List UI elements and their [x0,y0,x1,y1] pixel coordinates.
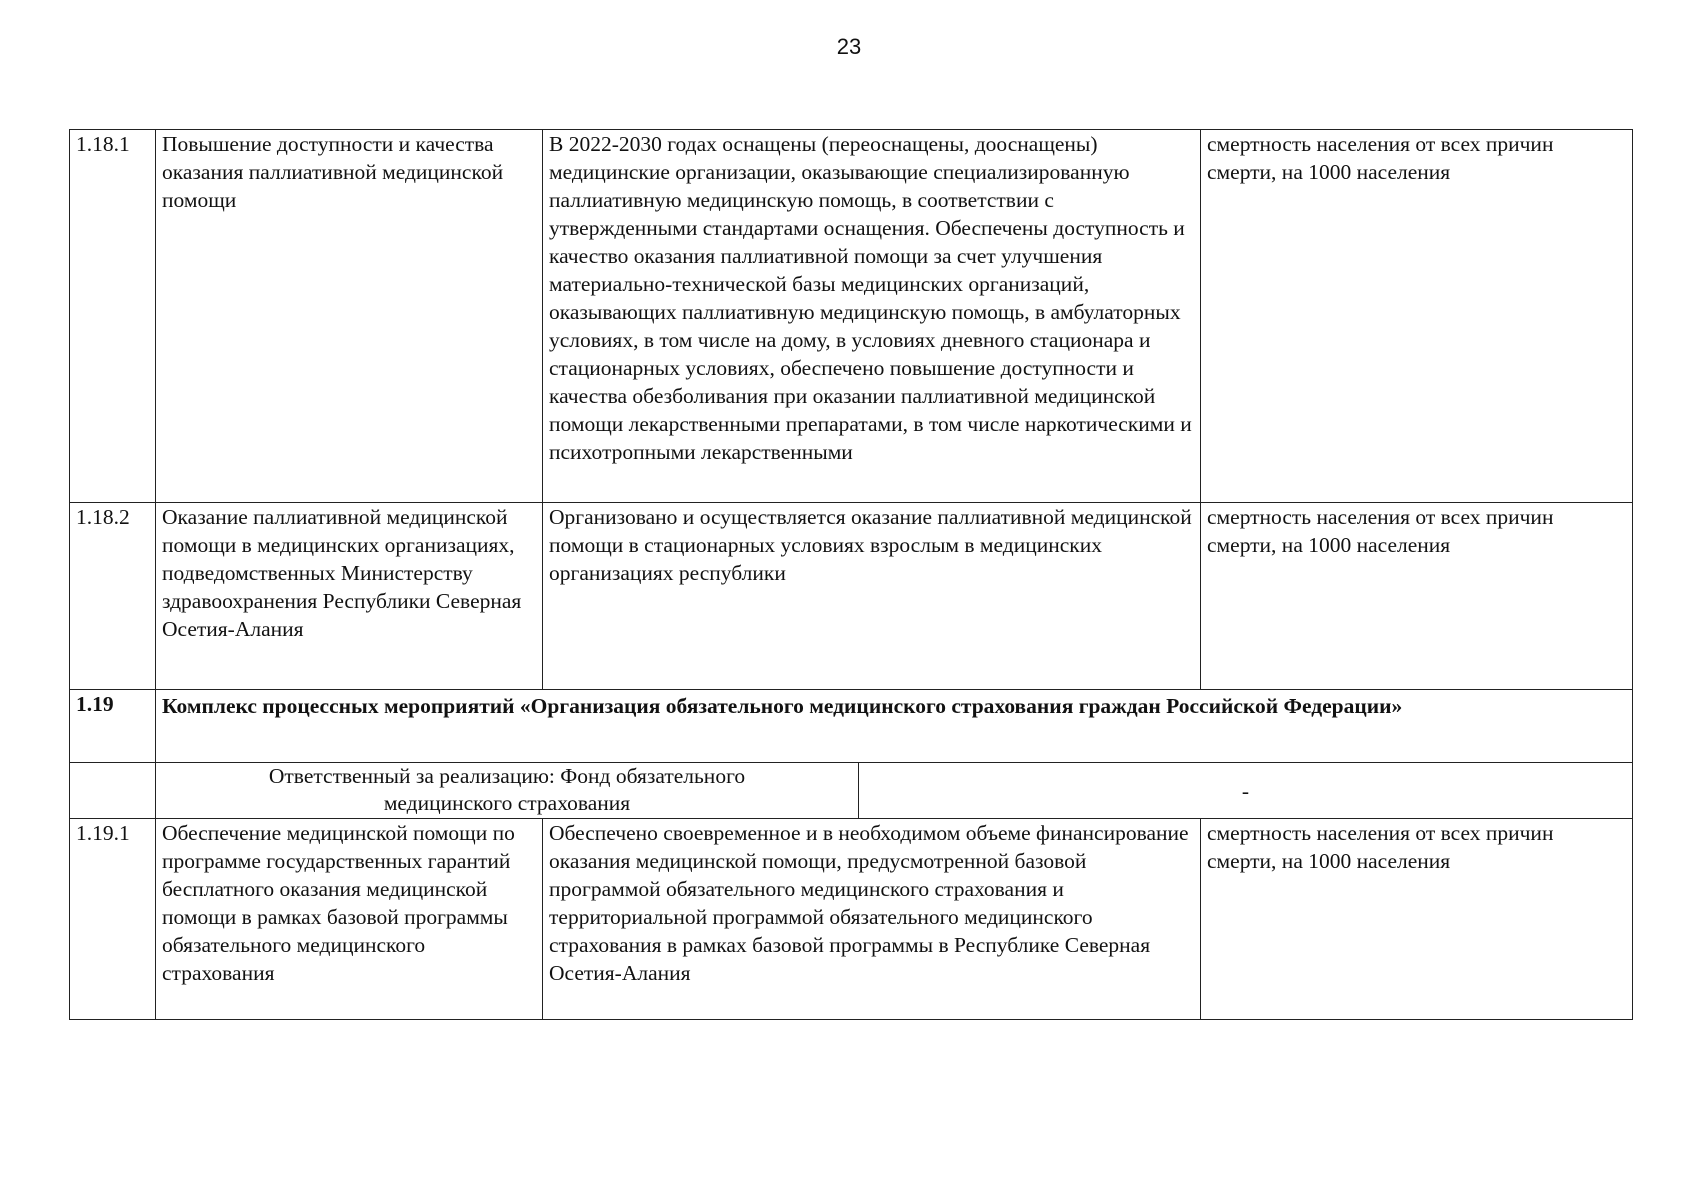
task-cell: Обеспечение медицинской помощи по программе государственных гарантий бесплатного оказания медицинской помощи в рамках базовой программы обязательного медицинского страхования [156,819,543,1020]
section-header-row [70,690,1633,763]
responsible-dash: - [859,763,1633,819]
description-cell: В 2022-2030 годах оснащены (переоснащены, дооснащены) медицинские организации, оказывающие специализированную паллиативную медицинскую помощь, в соответствии с утвержденными стандартами оснащения. Обеспечены доступность и качество оказания паллиативной помощи за счет улучшения материально-технической базы медицинских организаций, оказывающих паллиативную медицинскую помощь, в амбулаторных условиях, в том числе на дому, в условиях дневного стационара и стационарных условиях, обеспечено повышение доступности и качества обезболивания при оказании паллиативной медицинской помощи лекарственными препаратами, в том числе наркотическими и психотропными лекарственными [543,130,1201,503]
empty-cell [70,763,156,819]
responsible-line-1: Ответственный за реализацию: Фонд обязательного [268,764,746,788]
section-title: Комплекс процессных мероприятий «Организация обязательного медицинского страхования граждан Российской Федерации» [156,690,1633,763]
responsible-line-2: медицинского страхования [383,791,631,815]
row-number: 1.19.1 [70,819,156,1020]
table-row [70,503,1633,690]
measures-table [69,129,1633,1020]
row-number: 1.18.2 [70,503,156,690]
page-number: 23 [836,34,862,59]
indicator-cell: смертность населения от всех причин смерти, на 1000 населения [1201,819,1633,1020]
table-row [70,819,1633,1020]
table-row [70,130,1633,503]
responsible-cell [156,763,859,819]
responsible-row [70,763,1633,819]
section-number: 1.19 [70,690,156,763]
task-cell: Повышение доступности и качества оказания паллиативной медицинской помощи [156,130,543,503]
description-cell: Обеспечено своевременное и в необходимом объеме финансирование оказания медицинской помощи, предусмотренной базовой программой обязательного медицинского страхования и территориальной программой обязательного медицинского страхования в рамках базовой программы в Республике Северная Осетия-Алания [543,819,1201,1020]
row-number: 1.18.1 [70,130,156,503]
task-cell: Оказание паллиативной медицинской помощи в медицинских организациях, подведомственных Министерству здравоохранения Республики Северная Осетия-Алания [156,503,543,690]
indicator-cell: смертность населения от всех причин смерти, на 1000 населения [1201,130,1633,503]
indicator-cell: смертность населения от всех причин смерти, на 1000 населения [1201,503,1633,690]
description-cell: Организовано и осуществляется оказание паллиативной медицинской помощи в стационарных условиях взрослым в медицинских организациях республики [543,503,1201,690]
